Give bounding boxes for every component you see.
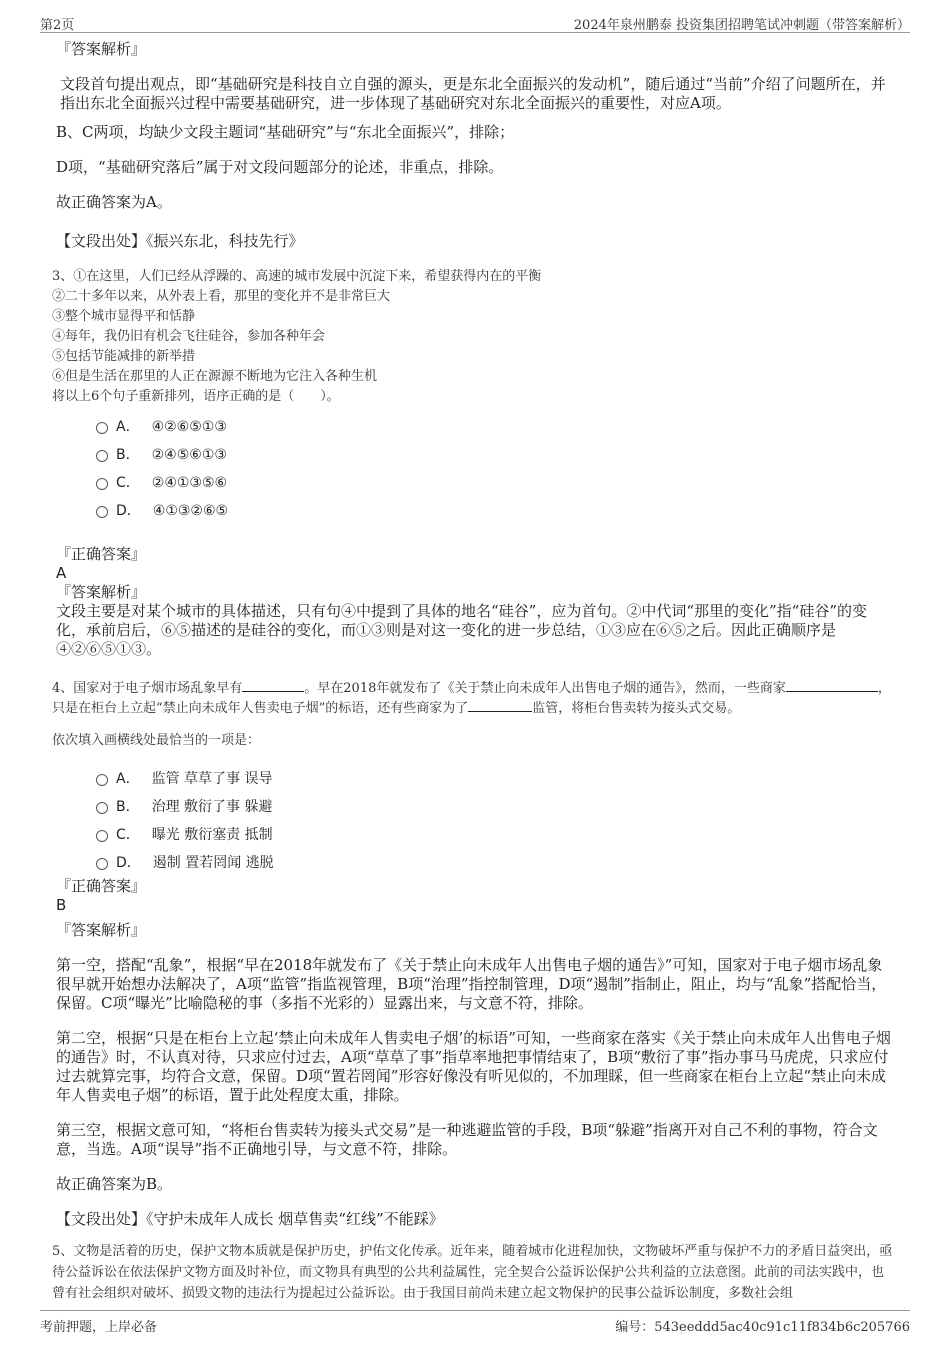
q2-analysis-para2: B、C两项，均缺少文段主题词“基础研究”与“东北全面振兴”，排除；: [56, 123, 515, 141]
blank-1: [242, 679, 304, 692]
q4-option-a[interactable]: A． 监管 草草了事 误导: [96, 765, 894, 793]
q3-option-d[interactable]: D． ④①③②⑥⑤: [96, 497, 894, 525]
q4-answer-label: 『正确答案』: [56, 877, 147, 895]
q2-analysis-para4: 故正确答案为A。: [56, 193, 172, 211]
q5-stem: 5、文物是活着的历史，保护文物本质就是保护历史，护佑文化传承。近年来，随着城市化进程加快，文物破坏严重与保护不力的矛盾日益突出，亟待公益诉讼在依法保护文物方面及时补位，而文物具有典型的公共利益属性，完全契合公益诉讼保护公共利益的立法意图。此前的司法实践中，也曾有社会组织对破坏、损毁文物的违法行为提起过公益诉讼。由于我国目前尚未建立起文物保护的民事公益诉讼制度，多数社会组: [52, 1244, 893, 1301]
q4-analysis-label: 『答案解析』: [56, 921, 147, 939]
page-footer: [40, 1310, 910, 1333]
q3-answer-label: 『正确答案』: [56, 545, 147, 563]
q3-line: ④每年，我仍旧有机会飞往硅谷，参加各种年会: [52, 329, 326, 344]
radio-icon[interactable]: [96, 506, 108, 518]
radio-icon[interactable]: [96, 478, 108, 490]
q4-option-d[interactable]: D． 遏制 置若罔闻 逃脱: [96, 849, 894, 877]
q4-options: [56, 765, 894, 877]
page-header: [40, 10, 910, 33]
q4-source: 【文段出处】《守护未成年人成长 烟草售卖“红线”不能踩》: [56, 1210, 444, 1228]
q2-analysis-para1: 文段首句提出观点，即“基础研究是科技自立自强的源头，更是东北全面振兴的发动机”，随后通过“当前”介绍了问题所在，并指出东北全面振兴过程中需要基础研究，进一步体现了基础研究对东北全面振兴的重要性，对应A项。: [60, 75, 886, 112]
radio-icon[interactable]: [96, 802, 108, 814]
radio-icon[interactable]: [96, 450, 108, 462]
q4-stem: [52, 679, 894, 751]
q4-stem-c: ，只是在柜台上立起“禁止向未成年人售卖电子烟”的标语，还有些商家为了: [52, 681, 891, 716]
q3-line: ③整个城市显得平和恬静: [52, 309, 196, 324]
radio-icon[interactable]: [96, 774, 108, 786]
q3-options: [56, 413, 894, 525]
q4-prompt: 依次填入画横线处最恰当的一项是：: [52, 733, 261, 748]
q3-stem: [52, 267, 894, 407]
q3-line: ⑤包括节能减排的新举措: [52, 349, 196, 364]
q4-answer: B: [56, 896, 67, 914]
footer-id: 编号：543eeddd5ac40c91c11f834b6c205766: [615, 1320, 910, 1335]
q3-line: 将以上6个句子重新排列，语序正确的是（ ）。: [52, 389, 340, 404]
q3-line: 3、①在这里，人们已经从浮躁的、高速的城市发展中沉淀下来，希望获得内在的平衡: [52, 269, 542, 284]
q4-stem-text: [52, 679, 894, 719]
blank-3: [468, 699, 532, 712]
q4-stem-a: 4、国家对于电子烟市场乱象早有: [52, 681, 243, 696]
q4-analysis-para2: 第二空，根据“只是在柜台上立起‘禁止向未成年人售卖电子烟’的标语”可知，一些商家在落实《关于禁止向未成年人出售电子烟的通告》时，不认真对待，只求应付过去，A项“草草了事”指草率地把事情结束了，B项“敷衍了事”指办事马马虎虎，只求应付过去就算完事，均符合文意，保留。D项“置若罔闻”形容好像没有听见似的，不加理睬，但一些商家在柜台上立起“禁止向未成年人售卖电子烟”的标语，置于此处程度太重，排除。: [56, 1029, 891, 1104]
q4-option-c[interactable]: C． 曝光 敷衍塞责 抵制: [96, 821, 894, 849]
q4-stem-d: 监管，将柜台售卖转为接头式交易。: [532, 701, 741, 716]
q3-option-b[interactable]: B． ②④⑤⑥①③: [96, 441, 894, 469]
radio-icon[interactable]: [96, 830, 108, 842]
q2-analysis-para3: D项，“基础研究落后”属于对文段问题部分的论述，非重点，排除。: [56, 158, 504, 176]
q2-source: 【文段出处】《振兴东北，科技先行》: [56, 232, 304, 250]
q4-analysis-para1: 第一空，搭配“乱象”，根据“早在2018年就发布了《关于禁止向未成年人出售电子烟的通告》”可知，国家对于电子烟市场乱象很早就开始想办法解决了，A项“监管”指监视管理，B项“治理”指控制管理，D项“遏制”指制止，阻止，均与“乱象”搭配恰当，保留。C项“曝光”比喻隐秘的事（多指不光彩的）显露出来，与文意不符，排除。: [56, 956, 887, 1012]
footer-slogan: 考前押题，上岸必备: [40, 1320, 158, 1335]
page-number: 第2页: [40, 18, 75, 33]
q4-option-b[interactable]: B． 治理 敷衍了事 躲避: [96, 793, 894, 821]
q4-stem-b: 。早在2018年就发布了《关于禁止向未成年人出售电子烟的通告》，然而，一些商家: [304, 681, 786, 696]
radio-icon[interactable]: [96, 422, 108, 434]
main-content: [52, 40, 894, 1304]
q3-analysis-label: 『答案解析』: [56, 583, 147, 601]
blank-2: [786, 679, 878, 692]
q3-line: ②二十多年以来，从外表上看，那里的变化并不是非常巨大: [52, 289, 391, 304]
q3-line: ⑥但是生活在那里的人正在源源不断地为它注入各种生机: [52, 369, 378, 384]
q2-analysis-label: 『答案解析』: [56, 40, 147, 58]
q3-option-a[interactable]: A． ④②⑥⑤①③: [96, 413, 894, 441]
q3-analysis: 文段主要是对某个城市的具体描述，只有句④中提到了具体的地名“硅谷”，应为首句。②中代词“那里的变化”指“硅谷”的变化，承前启后，⑥⑤描述的是硅谷的变化，而①③则是对这一变化的进一步总结，①③应在⑥⑤之后。因此正确顺序是④②⑥⑤①③。: [56, 602, 868, 658]
q3-answer: A: [56, 564, 67, 582]
q4-analysis-para3: 第三空，根据文意可知，“将柜台售卖转为接头式交易”是一种逃避监管的手段，B项“躲避”指离开对自己不利的事物，符合文意，当选。A项“误导”指不正确地引导，与文意不符，排除。: [56, 1121, 878, 1158]
radio-icon[interactable]: [96, 858, 108, 870]
document-title: 2024年泉州鹏泰 投资集团招聘笔试冲刺题（带答案解析）: [573, 18, 910, 33]
q4-analysis-para4: 故正确答案为B。: [56, 1175, 173, 1193]
q3-option-c[interactable]: C． ②④①③⑤⑥: [96, 469, 894, 497]
